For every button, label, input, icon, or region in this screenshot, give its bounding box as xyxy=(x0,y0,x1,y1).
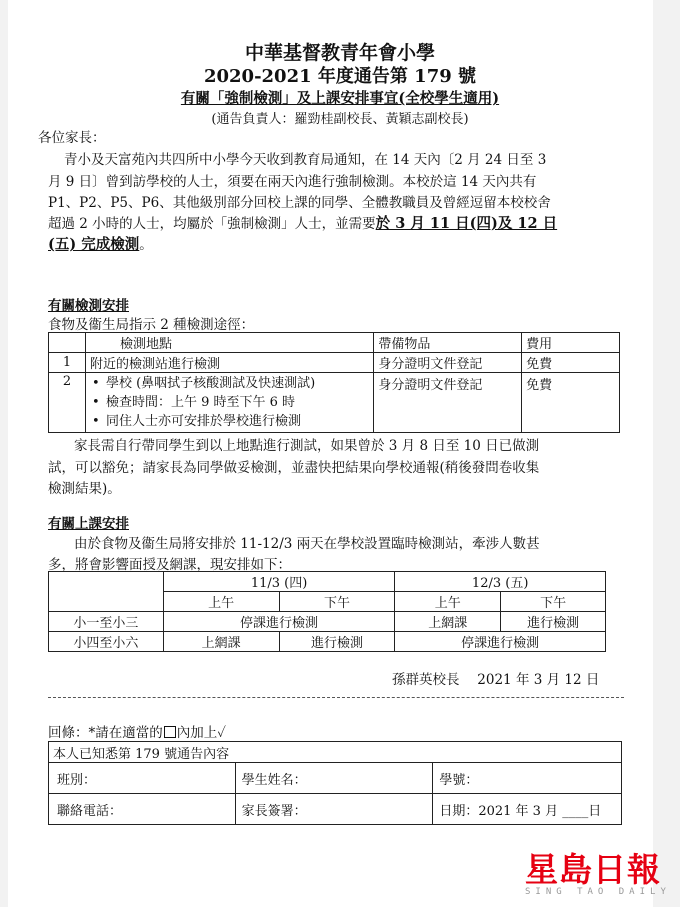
table-row xyxy=(49,353,620,373)
row-number: 1 xyxy=(49,353,86,373)
table-row xyxy=(49,794,622,825)
day-header: 12/3 (五) xyxy=(395,572,606,592)
table-row xyxy=(49,742,622,763)
intro-line: 月 9 日〕曾到訪學校的人士，須要在兩天內進行強制檢測。本校於這 14 天內共有 xyxy=(48,174,537,190)
cut-line xyxy=(48,697,624,698)
table-header-row xyxy=(49,572,606,592)
table-row xyxy=(49,373,620,433)
arrangement-cell: 上網課 xyxy=(163,632,279,652)
intro-line: P1、P2、P5、P6、其他級別部分回校上課的同學、全體教職員及曾經逗留本校校舍 xyxy=(48,195,551,211)
student-number-field[interactable]: 學號： xyxy=(433,763,622,794)
notice-number: 2020-2021 年度通告第 179 號 xyxy=(203,66,477,87)
testing-desc: 食物及衞生局指示 2 種檢測途徑： xyxy=(48,317,255,333)
class-field[interactable]: 班別： xyxy=(49,763,236,794)
testing-heading: 有關檢測安排 xyxy=(48,298,129,314)
classes-desc: 由於食物及衞生局將安排於 11-12/3 兩天在學校設置臨時檢測站，牽涉人數甚 xyxy=(74,536,540,552)
table-row xyxy=(49,763,622,794)
date-field[interactable]: 日期：2021 年 3 月 ____日 xyxy=(433,794,622,825)
table-row xyxy=(49,612,606,632)
bullet-item: • 同住人士亦可安排於學校進行檢測 xyxy=(90,412,369,431)
logo-text: 星島日報 xyxy=(525,850,661,889)
table-header-cell: 帶備物品 xyxy=(374,333,522,353)
acknowledge-text: 本人已知悉第 179 號通告內容 xyxy=(49,742,622,763)
session-header: 上午 xyxy=(395,592,501,612)
classes-desc: 多，將會影響面授及網課，現安排如下： xyxy=(48,557,291,573)
bullet-item: • 學校 (鼻咽拭子核酸測試及快速測試) xyxy=(90,374,369,393)
deadline-emphasis: (五) 完成檢測 xyxy=(48,236,140,253)
school-name: 中華基督教青年會小學 xyxy=(244,42,435,64)
table-row xyxy=(49,632,606,652)
arrangement-cell: 進行檢測 xyxy=(279,632,395,652)
table-header-cell: 費用 xyxy=(522,333,620,353)
session-header: 上午 xyxy=(163,592,279,612)
test-place xyxy=(85,373,373,433)
class-arrangement-table xyxy=(48,571,606,652)
testing-note: 試，可以豁免；請家長為同學做妥檢測，並盡快把結果向學校通報(稍後發問卷收集 xyxy=(48,460,540,476)
salutation: 各位家長： xyxy=(38,130,106,146)
test-fee: 免費 xyxy=(522,353,620,373)
classes-heading: 有關上課安排 xyxy=(48,516,129,532)
day-header: 11/3 (四) xyxy=(163,572,395,592)
row-number: 2 xyxy=(49,373,86,433)
grade-label: 小一至小三 xyxy=(49,612,164,632)
notice-persons: (通告負責人：羅勁桂副校長、黃穎志副校長) xyxy=(211,112,469,127)
checkmark-icon: ✓ xyxy=(217,725,226,741)
table-corner-cell xyxy=(49,572,164,612)
session-header: 下午 xyxy=(501,592,606,612)
test-fee: 免費 xyxy=(522,373,620,433)
bullet-item: • 檢查時間：上午 9 時至下午 6 時 xyxy=(90,393,369,412)
table-header-row xyxy=(49,333,620,353)
arrangement-cell: 停課進行檢測 xyxy=(163,612,395,632)
intro-line: 超過 2 小時的人士，均屬於「強制檢測」人士，並需要於 3 月 11 日(四)及 12 日 xyxy=(48,215,558,232)
arrangement-cell: 上網課 xyxy=(395,612,501,632)
intro-line: 青小及天富苑內共四所中小學今天收到教育局通知，在 14 天內〔2 月 24 日至 3 xyxy=(64,152,547,168)
parent-signature-field[interactable]: 家長簽署： xyxy=(235,794,433,825)
reply-slip-table xyxy=(48,741,622,825)
testing-table xyxy=(48,332,620,433)
grade-label: 小四至小六 xyxy=(49,632,164,652)
arrangement-cell: 進行檢測 xyxy=(501,612,606,632)
intro-line: (五) 完成檢測。 xyxy=(48,236,153,253)
test-item: 身分證明文件登記 xyxy=(374,353,522,373)
deadline-emphasis: 於 3 月 11 日(四)及 12 日 xyxy=(375,215,558,232)
reply-title: 回條：*請在適當的 內加上✓ xyxy=(48,725,226,741)
notice-subject: 有關「強制檢測」及上課安排事宜(全校學生適用) xyxy=(180,90,500,107)
student-name-field[interactable]: 學生姓名： xyxy=(235,763,433,794)
table-header-cell xyxy=(49,333,86,353)
arrangement-cell: 停課進行檢測 xyxy=(395,632,606,652)
test-place: 附近的檢測站進行檢測 xyxy=(85,353,373,373)
testing-note: 檢測結果)。 xyxy=(48,481,121,497)
testing-note: 家長需自行帶同學生到以上地點進行測試，如果曾於 3 月 8 日至 10 日已做測 xyxy=(74,438,540,454)
logo-subtext: SING TAO DAILY xyxy=(525,887,671,897)
test-item: 身分證明文件登記 xyxy=(374,373,522,433)
principal-signature: 孫群英校長 2021 年 3 月 12 日 xyxy=(392,672,600,688)
table-header-cell: 檢測地點 xyxy=(85,333,373,353)
session-header: 下午 xyxy=(279,592,395,612)
sing-tao-logo xyxy=(525,844,671,897)
checkbox-icon xyxy=(164,726,176,738)
phone-field[interactable]: 聯絡電話： xyxy=(49,794,236,825)
